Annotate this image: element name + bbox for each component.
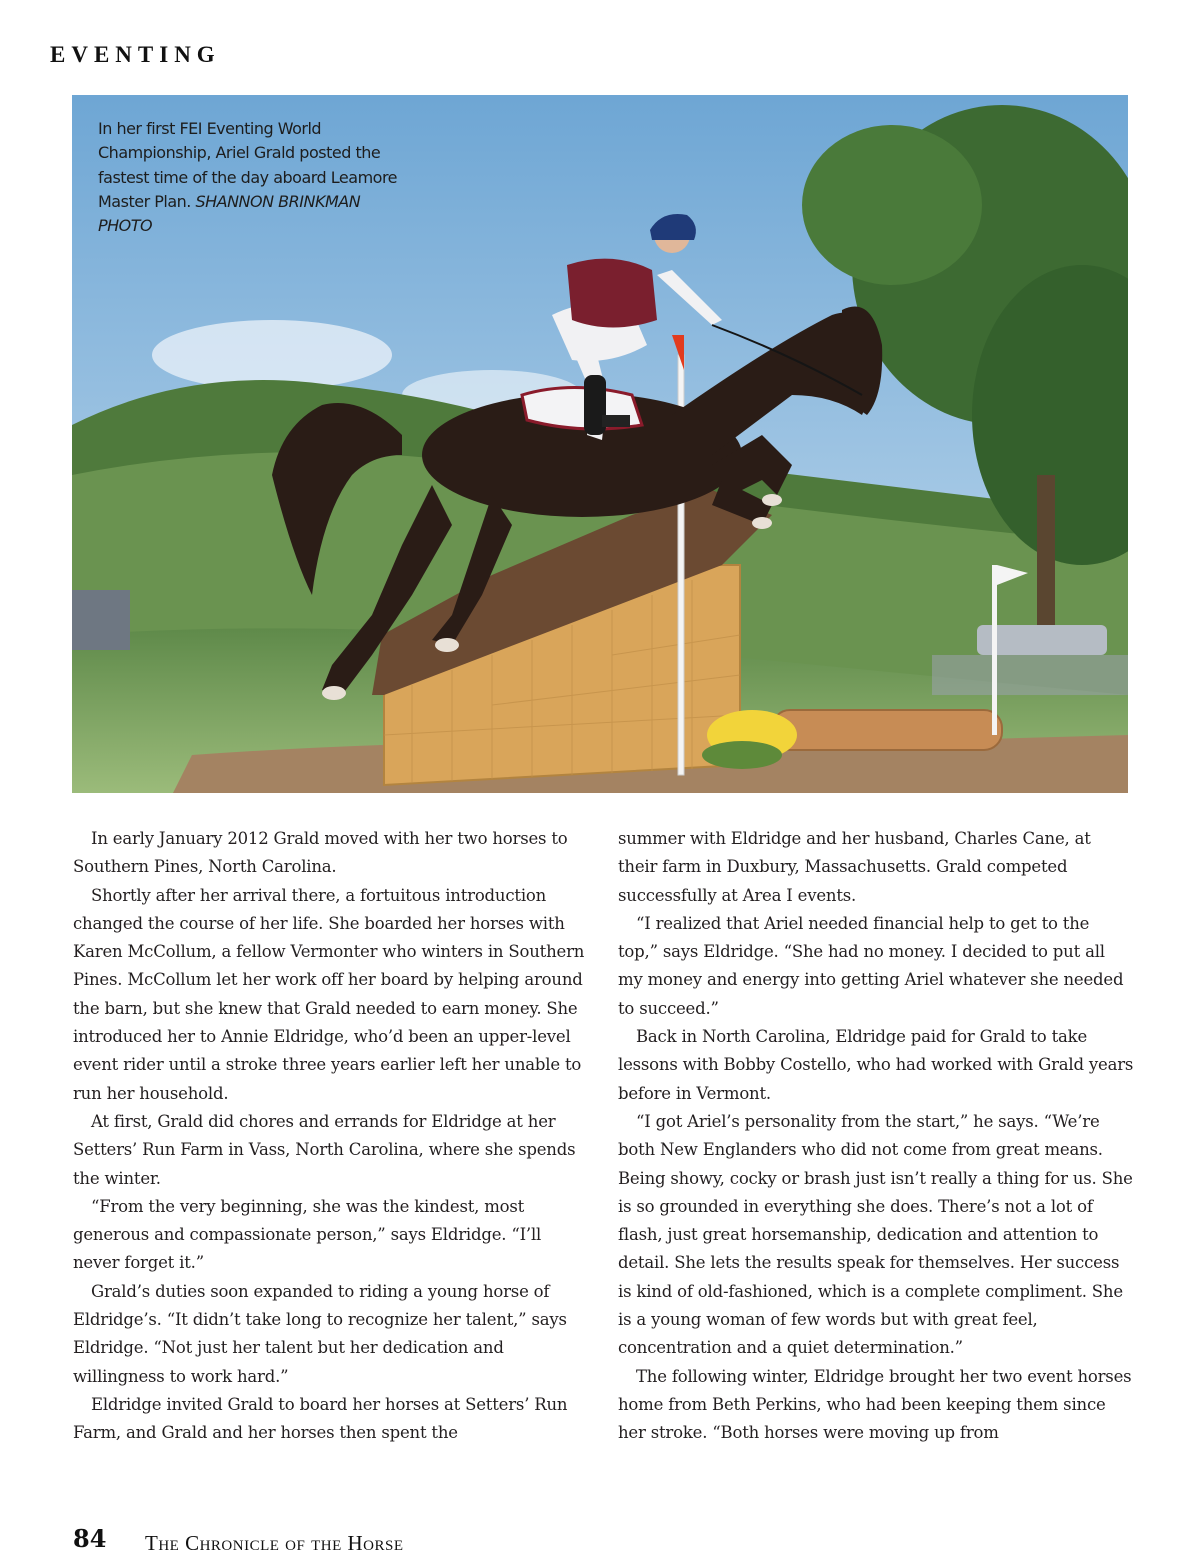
article-paragraph: “From the very beginning, she was the kindest, most generous and compassionate person,” says Eldridge. “I’ll never forget it.” — [73, 1196, 542, 1273]
feature-photo — [72, 95, 1128, 793]
article-paragraph: Back in North Carolina, Eldridge paid for Grald to take lessons with Bobby Costello, who had worked with Grald years before in Vermont. — [618, 1027, 1134, 1103]
article-paragraph: The following winter, Eldridge brought her two event horses home from Beth Perkins, who had been keeping them since her stroke. “Both horses were moving up from — [618, 1366, 1132, 1443]
article-paragraph: In early January 2012 Grald moved with her two horses to Southern Pines, North Carolina. — [73, 829, 568, 877]
photo-credit: SHANNON BRINKMAN PHOTO — [98, 191, 361, 236]
article-paragraph: Shortly after her arrival there, a fortuitous introduction changed the course of her life. She boarded her horses with Karen McCollum, a fellow Vermonter who winters in Southern Pines. McCollum let her work off her board by helping around the barn, but she knew that Grald needed to earn money. She introduced her to Annie Eldridge, who’d been an upper-level event rider until a stroke three years earlier left her unable to run her household. — [73, 885, 585, 1103]
photo-caption — [98, 117, 398, 238]
section-label: EVENTING — [50, 42, 221, 67]
publication-name: The Chronicle of the Horse — [145, 1531, 404, 1555]
article-column-left — [73, 825, 589, 1448]
article-paragraph: Eldridge invited Grald to board her horses at Setters’ Run Farm, and Grald and her horses then spent the — [73, 1394, 568, 1443]
article-paragraph: “I realized that Ariel needed financial help to get to the top,” says Eldridge. “She had no money. I decided to put all my money and energy into getting Ariel whatever she needed to succeed.” — [618, 913, 1124, 1018]
article-paragraph: “I got Ariel’s personality from the start,” he says. “We’re both New Englanders who did not come from great means. Being showy, cocky or brash just isn’t really a thing for us. She is so grounded in everything she does. There’s not a lot of flash, just great horsemanship, dedication and attention to detail. She lets the results speak for themselves. Her success is kind of old-fashioned, which is a complete compliment. She is a young woman of few words but with great feel, concentration and a quiet determination.” — [618, 1111, 1133, 1358]
page-number: 84 — [73, 1524, 107, 1553]
article-paragraph: Grald’s duties soon expanded to riding a young horse of Eldridge’s. “It didn’t take long to recognize her talent,” says Eldridge. “Not just her talent but her dedication and willingness to work hard.” — [73, 1281, 567, 1386]
article-paragraph: summer with Eldridge and her husband, Charles Cane, at their farm in Duxbury, Massachusetts. Grald competed successfully at Area I events. — [618, 829, 1091, 905]
caption-text: In her first FEI Eventing World Championship, Ariel Grald posted the fastest time of the day aboard Leamore Master Plan. — [98, 119, 398, 211]
article-paragraph: At first, Grald did chores and errands for Eldridge at her Setters’ Run Farm in Vass, North Carolina, where she spends the winter. — [73, 1111, 576, 1188]
article-column-right — [618, 825, 1134, 1448]
